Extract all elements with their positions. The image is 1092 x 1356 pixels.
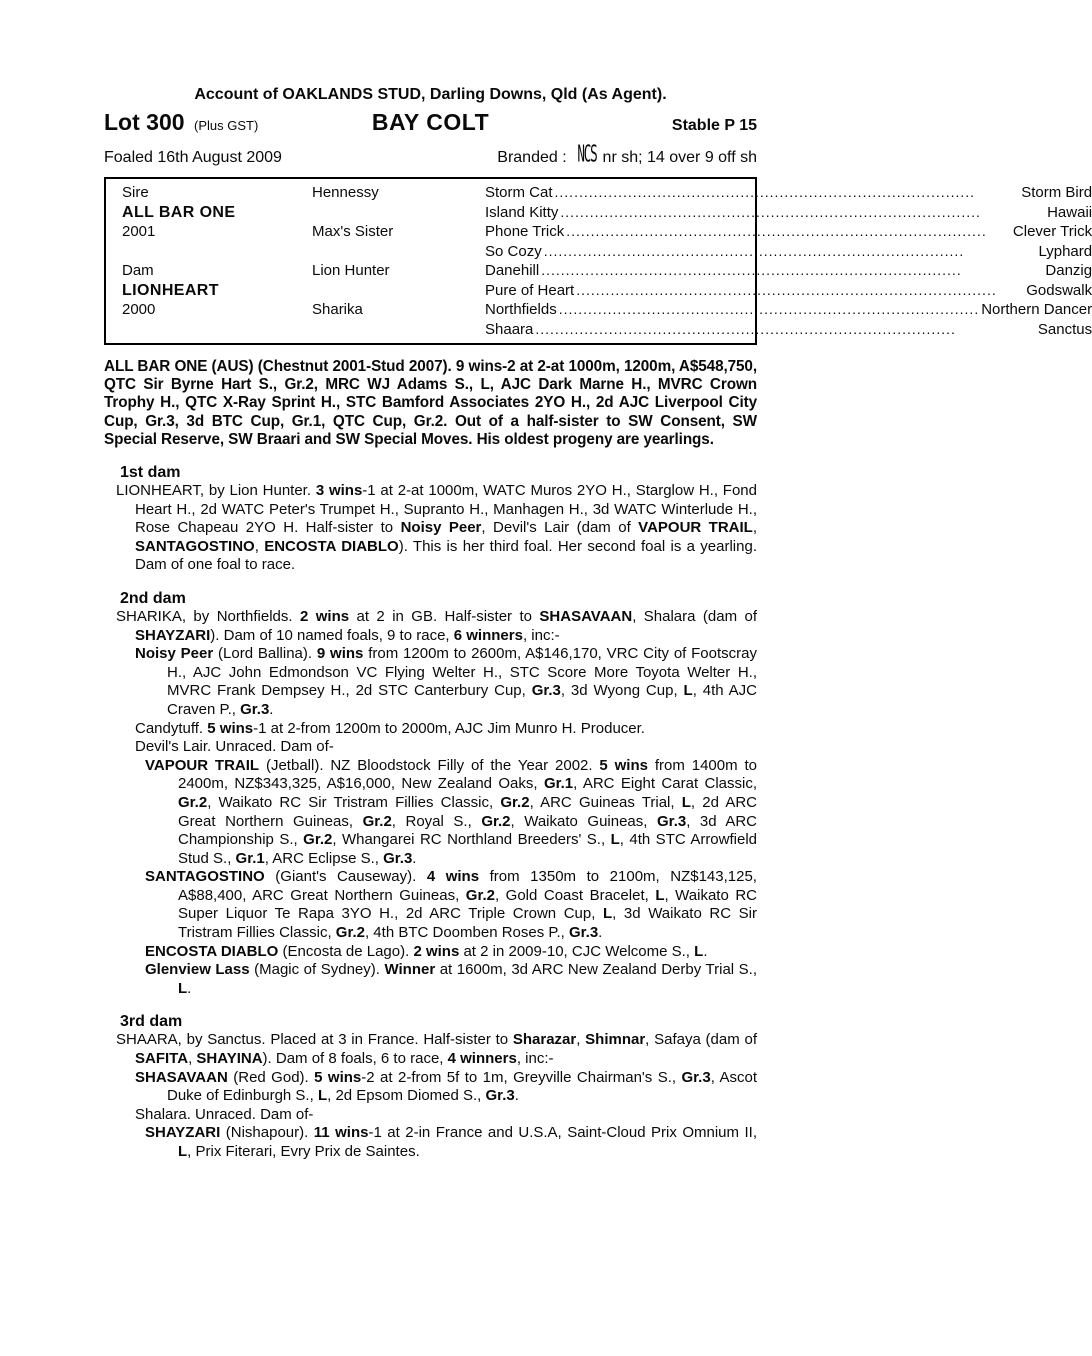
progeny-entry: SHASAVAAN (Red God). 5 wins-2 at 2-from 5f to 1m, Greyville Chairman's S., Gr.3, Ascot Duke of Edinburgh S., L, 2d Epsom Diomed S., Gr.3. [135, 1068, 757, 1105]
pedigree-subject-column [106, 183, 296, 339]
brand-mark: NCS [577, 141, 597, 167]
ancestor-name: Pure of Heart [485, 281, 575, 299]
foaled-date: Foaled 16th August 2009 [104, 149, 282, 166]
ancestor-name: Danehill [485, 262, 540, 279]
progeny-entry: ENCOSTA DIABLO (Encosta de Lago). 2 wins at 2 in 2009-10, CJC Welcome S., L. [145, 942, 708, 960]
ancestor-sire-name: Godswalk [1026, 281, 1092, 299]
progeny-entry: Shalara. Unraced. Dam of- [135, 1105, 314, 1123]
spacer [296, 281, 469, 301]
dam-entry: SHAARA, by Sanctus. Placed at 3 in France. Half-sister to Sharazar, Shimnar, Safaya (dam of SAFITA, SHAYINA). Dam of 8 foals, 6 to race, 4 winners, inc:- [116, 1031, 757, 1068]
horse-title: BAY COLT [371, 109, 490, 135]
sire-year: 2001 [122, 223, 156, 240]
progeny-entry: Devil's Lair. Unraced. Dam of- [135, 738, 334, 756]
sire-name: ALL BAR ONE [122, 203, 236, 221]
dotted-leader [544, 242, 1037, 262]
ancestor-pair [469, 281, 1092, 301]
lot-number: Lot 300 [104, 109, 185, 135]
sire-summary: ALL BAR ONE (AUS) (Chestnut 2001-Stud 2007). 9 wins-2 at 2-at 1000m, 1200m, A$548,750, QTC Sir Byrne Hart S., Gr.2, MRC WJ Adams S., L, AJC Dark Marne H., MVRC Crown Trophy H., QTC X-Ray Sprint H., STC Bamford Associates 2YO H., 2d AJC Liverpool City Cup, Gr.3, 3d BTC Cup, Gr.1, QTC Cup, Gr.2. Out of a half-sister to SW Consent, SW Special Reserve, SW Braari and SW Special Moves. His oldest progeny are yearlings. [104, 358, 757, 448]
dotted-leader [560, 203, 1045, 223]
spacer [296, 320, 469, 340]
ancestor-pair [469, 203, 1092, 223]
spacer [296, 242, 469, 262]
progeny-entry: Noisy Peer (Lord Ballina). 9 wins from 1200m to 2600m, A$146,170, VRC City of Footscray H., AJC John Edmondson VC Flying Welter H., STC Score More Toyota Welter H., MVRC Frank Dempsey H., 2d STC Canterbury Cup, Gr.3, 3d Wyong Cup, L, 4th AJC Craven P., Gr.3. [135, 645, 757, 718]
stable-number: Stable P 15 [671, 117, 757, 134]
lot-group [104, 109, 258, 136]
spacer [296, 203, 469, 223]
dam-entry: LIONHEART, by Lion Hunter. 3 wins-1 at 2-at 1000m, WATC Muros 2YO H., Starglow H., Fond Heart H., 2d WATC Peter's Trumpet H., Supranto H., Manhagen H., 3d WATC Winterlude H., Rose Chapeau 2YO H. Half-sister to Noisy Peer, Devil's Lair (dam of VAPOUR TRAIL, SANTAGOSTINO, ENCOSTA DIABLO). This is her third foal. Her second foal is a yearling. Dam of one foal to race. [116, 482, 758, 574]
ancestor-pair [469, 261, 1092, 281]
ancestor-name: So Cozy [485, 242, 542, 260]
pedigree-table [104, 177, 1092, 345]
dam-label: Dam [122, 262, 154, 279]
pedigree-parents-column [296, 183, 469, 339]
progeny-entry: Glenview Lass (Magic of Sydney). Winner at 1600m, 3d ARC New Zealand Derby Trial S., L. [145, 961, 757, 997]
ancestor-sire-name: Danzig [1045, 262, 1092, 279]
dam-name: LIONHEART [122, 281, 219, 299]
progeny-entry: Candytuff. 5 wins-1 at 2-from 1200m to 2000m, AJC Jim Munro H. Producer. [135, 719, 645, 737]
foaled-branded-row [104, 143, 757, 167]
branded-suffix: nr sh; 14 over 9 off sh [598, 149, 757, 166]
ancestor-sire-name: Sanctus [1037, 320, 1092, 338]
ancestor-name: Island Kitty [485, 203, 559, 221]
second-dam-section [104, 590, 757, 998]
lot-row [104, 109, 757, 136]
ancestor-name: Storm Cat [485, 184, 553, 201]
lot-gst-note: (Plus GST) [193, 118, 259, 133]
dam-sire-name: Lion Hunter [312, 262, 390, 279]
ancestor-pair [469, 242, 1092, 262]
ancestor-name: Shaara [485, 320, 534, 338]
progeny-entry: VAPOUR TRAIL (Jetball). NZ Bloodstock Filly of the Year 2002. 5 wins from 1400m to 2400m, NZ$343,325, A$16,000, New Zealand Oaks, Gr.1, ARC Eight Carat Classic, Gr.2, Waikato RC Sir Tristram Fillies Classic, Gr.2, ARC Guineas Trial, L, 2d ARC Great Northern Guineas, Gr.2, Royal S., Gr.2, Waikato Guineas, Gr.3, 3d ARC Championship S., Gr.2, Whangarei RC Northland Breeders' S., L, 4th STC Arrowfield Stud S., Gr.1, ARC Eclipse S., Gr.3. [145, 756, 758, 867]
ancestor-sire-name: Hawaii [1047, 203, 1092, 221]
dotted-leader [576, 281, 1024, 301]
dotted-leader [566, 222, 1011, 242]
pedigree-grandparents-column [469, 183, 1092, 339]
dam-year: 2000 [122, 301, 156, 318]
ancestor-sire-name: Storm Bird [1021, 184, 1092, 201]
ancestor-sire-name: Lyphard [1038, 242, 1092, 260]
progeny-entry: SHAYZARI (Nishapour). 11 wins-1 at 2-in France and U.S.A, Saint-Cloud Prix Omnium II, L, Prix Fiterari, Evry Prix de Saintes. [145, 1124, 757, 1161]
first-dam-section [104, 464, 757, 575]
branded-info [497, 143, 757, 167]
progeny-entry: SANTAGOSTINO (Giant's Causeway). 4 wins from 1350m to 2100m, NZ$143,125, A$88,400, ARC Great Northern Guineas, Gr.2, Gold Coast Bracelet, L, Waikato RC Super Liquor Te Rapa 3YO H., 2d ARC Triple Crown Cup, L, 3d Waikato RC Sir Tristram Fillies Classic, Gr.2, 4th BTC Doomben Roses P., Gr.3. [145, 868, 757, 942]
account-line: Account of OAKLANDS STUD, Darling Downs, Qld (As Agent). [194, 86, 667, 103]
ancestor-sire-name: Northern Dancer [981, 301, 1092, 318]
branded-prefix: Branded : [497, 149, 572, 166]
dotted-leader [559, 300, 980, 320]
dotted-leader [541, 261, 1043, 281]
ancestor-name: Phone Trick [485, 223, 565, 240]
dotted-leader [555, 183, 1020, 203]
dotted-leader [535, 320, 1036, 340]
ancestor-pair [469, 222, 1092, 242]
sire-dam-name: Max's Sister [312, 223, 394, 240]
spacer [106, 242, 296, 262]
ancestor-name: Northfields [485, 301, 557, 318]
sire-label: Sire [122, 184, 149, 201]
ancestor-pair [469, 183, 1092, 203]
section-heading: 3rd dam [120, 1013, 183, 1031]
section-heading: 1st dam [120, 464, 181, 482]
ancestor-pair [469, 300, 1092, 320]
dam-entry: SHARIKA, by Northfields. 2 wins at 2 in GB. Half-sister to SHASAVAAN, Shalara (dam of SHAYZARI). Dam of 10 named foals, 9 to race, 6 winners, inc:- [116, 607, 758, 644]
section-heading: 2nd dam [120, 589, 186, 607]
sire-sire-name: Hennessy [312, 184, 379, 201]
spacer [106, 320, 296, 340]
dam-dam-name: Sharika [312, 301, 363, 318]
third-dam-section [104, 1013, 757, 1161]
ancestor-sire-name: Clever Trick [1012, 223, 1092, 240]
ancestor-pair [469, 320, 1092, 340]
